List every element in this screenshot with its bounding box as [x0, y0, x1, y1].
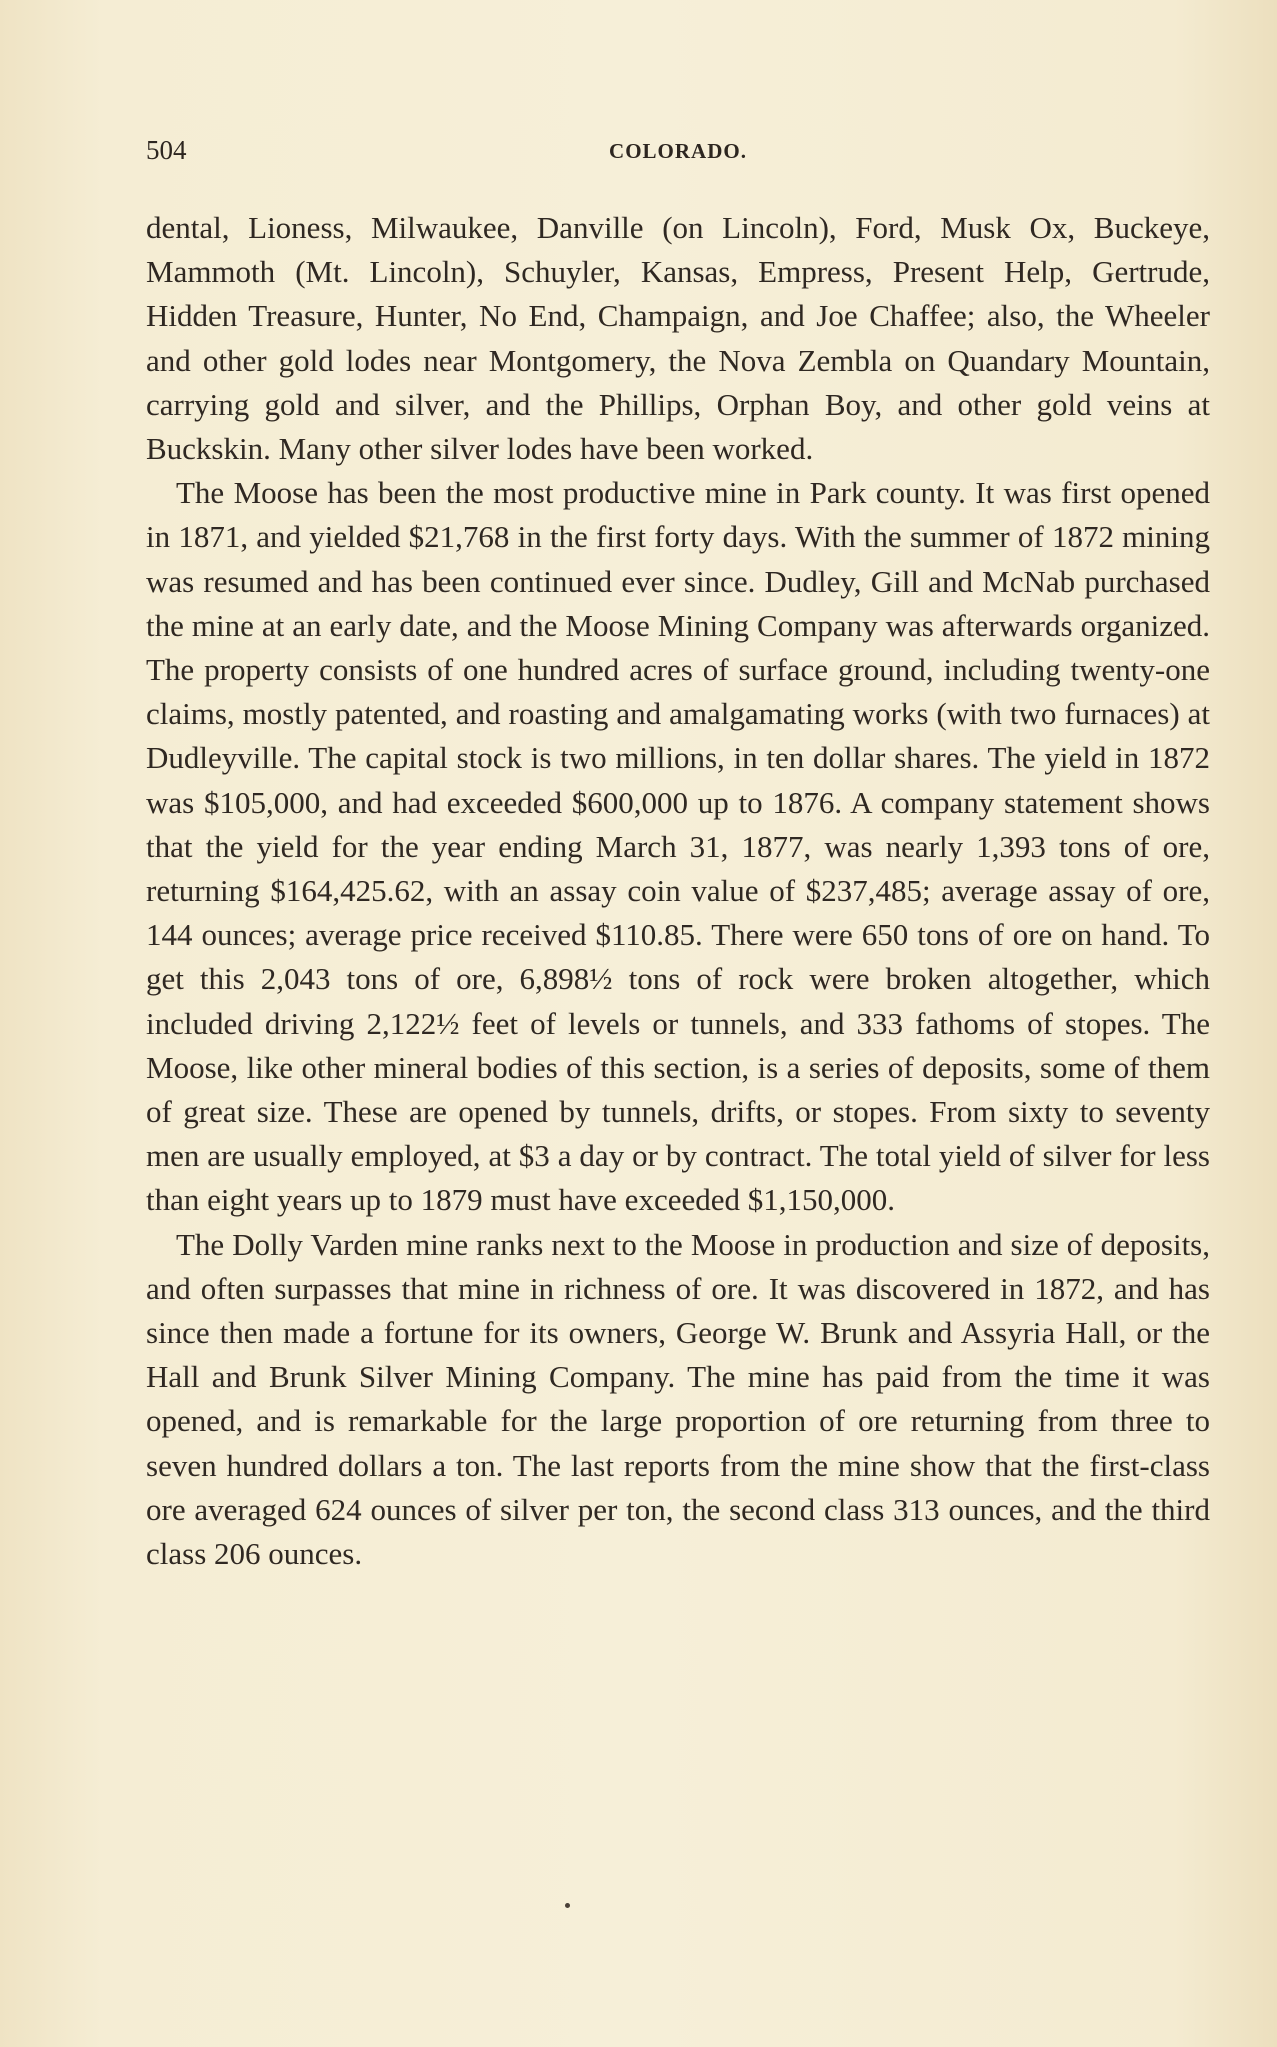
stray-mark: [565, 1903, 570, 1908]
paragraph-lode-list: dental, Lioness, Milwaukee, Danville (on Lincoln), Ford, Musk Ox, Buckeye, Mammoth (Mt. Lincoln), Schuyler, Kansas, Empress, Present Help, Gertrude, Hidden Treasure, Hunter, No End, Champaign, and Joe Chaffee; also, the Wheeler and other gold lodes near Montgomery, the Nova Zembla on Quandary Mountain, carrying gold and silver, and the Phillips, Orphan Boy, and other gold veins at Buckskin. Many other silver lodes have been worked.: [146, 210, 1210, 467]
paragraph-moose-mine: The Moose has been the most productive mine in Park county. It was first opened in 1871, and yielded $21,768 in the first forty days. With the summer of 1872 mining was resumed and has been continued ever since. Dudley, Gill and McNab purchased the mine at an early date, and the Moose Mining Company was afterwards organized. The property consists of one hundred acres of surface ground, including twenty-one claims, mostly patented, and roasting and amalgamating works (with two furnaces) at Dudleyville. The capital stock is two millions, in ten dollar shares. The yield in 1872 was $105,000, and had exceeded $600,000 up to 1876. A company statement shows that the yield for the year ending March 31, 1877, was nearly 1,393 tons of ore, returning $164,425.62, with an assay coin value of $237,485; average assay of ore, 144 ounces; average price received $110.85. There were 650 tons of ore on hand. To get this 2,043 tons of ore, 6,898½ tons of rock were broken altogether, which included driving 2,122½ feet of levels or tunnels, and 333 fathoms of stopes. The Moose, like other mineral bodies of this section, is a series of deposits, some of them of great size. These are opened by tunnels, drifts, or stopes. From sixty to seventy men are usually employed, at $3 a day or by contract. The total yield of silver for less than eight years up to 1879 must have exceeded $1,150,000.: [146, 475, 1210, 1218]
body-text: [146, 206, 1210, 1576]
paragraph-dolly-varden-mine: The Dolly Varden mine ranks next to the Moose in production and size of deposits, and often surpasses that mine in richness of ore. It was discovered in 1872, and has since then made a fortune for its owners, George W. Brunk and Assyria Hall, or the Hall and Brunk Silver Mining Company. The mine has paid from the time it was opened, and is remarkable for the large proportion of ore returning from three to seven hundred dollars a ton. The last reports from the mine show that the first-class ore averaged 624 ounces of silver per ton, the second class 313 ounces, and the third class 206 ounces.: [146, 1226, 1210, 1572]
running-title: COLORADO.: [609, 139, 747, 163]
page-header: [146, 135, 1210, 175]
page-number: 504: [146, 135, 187, 165]
